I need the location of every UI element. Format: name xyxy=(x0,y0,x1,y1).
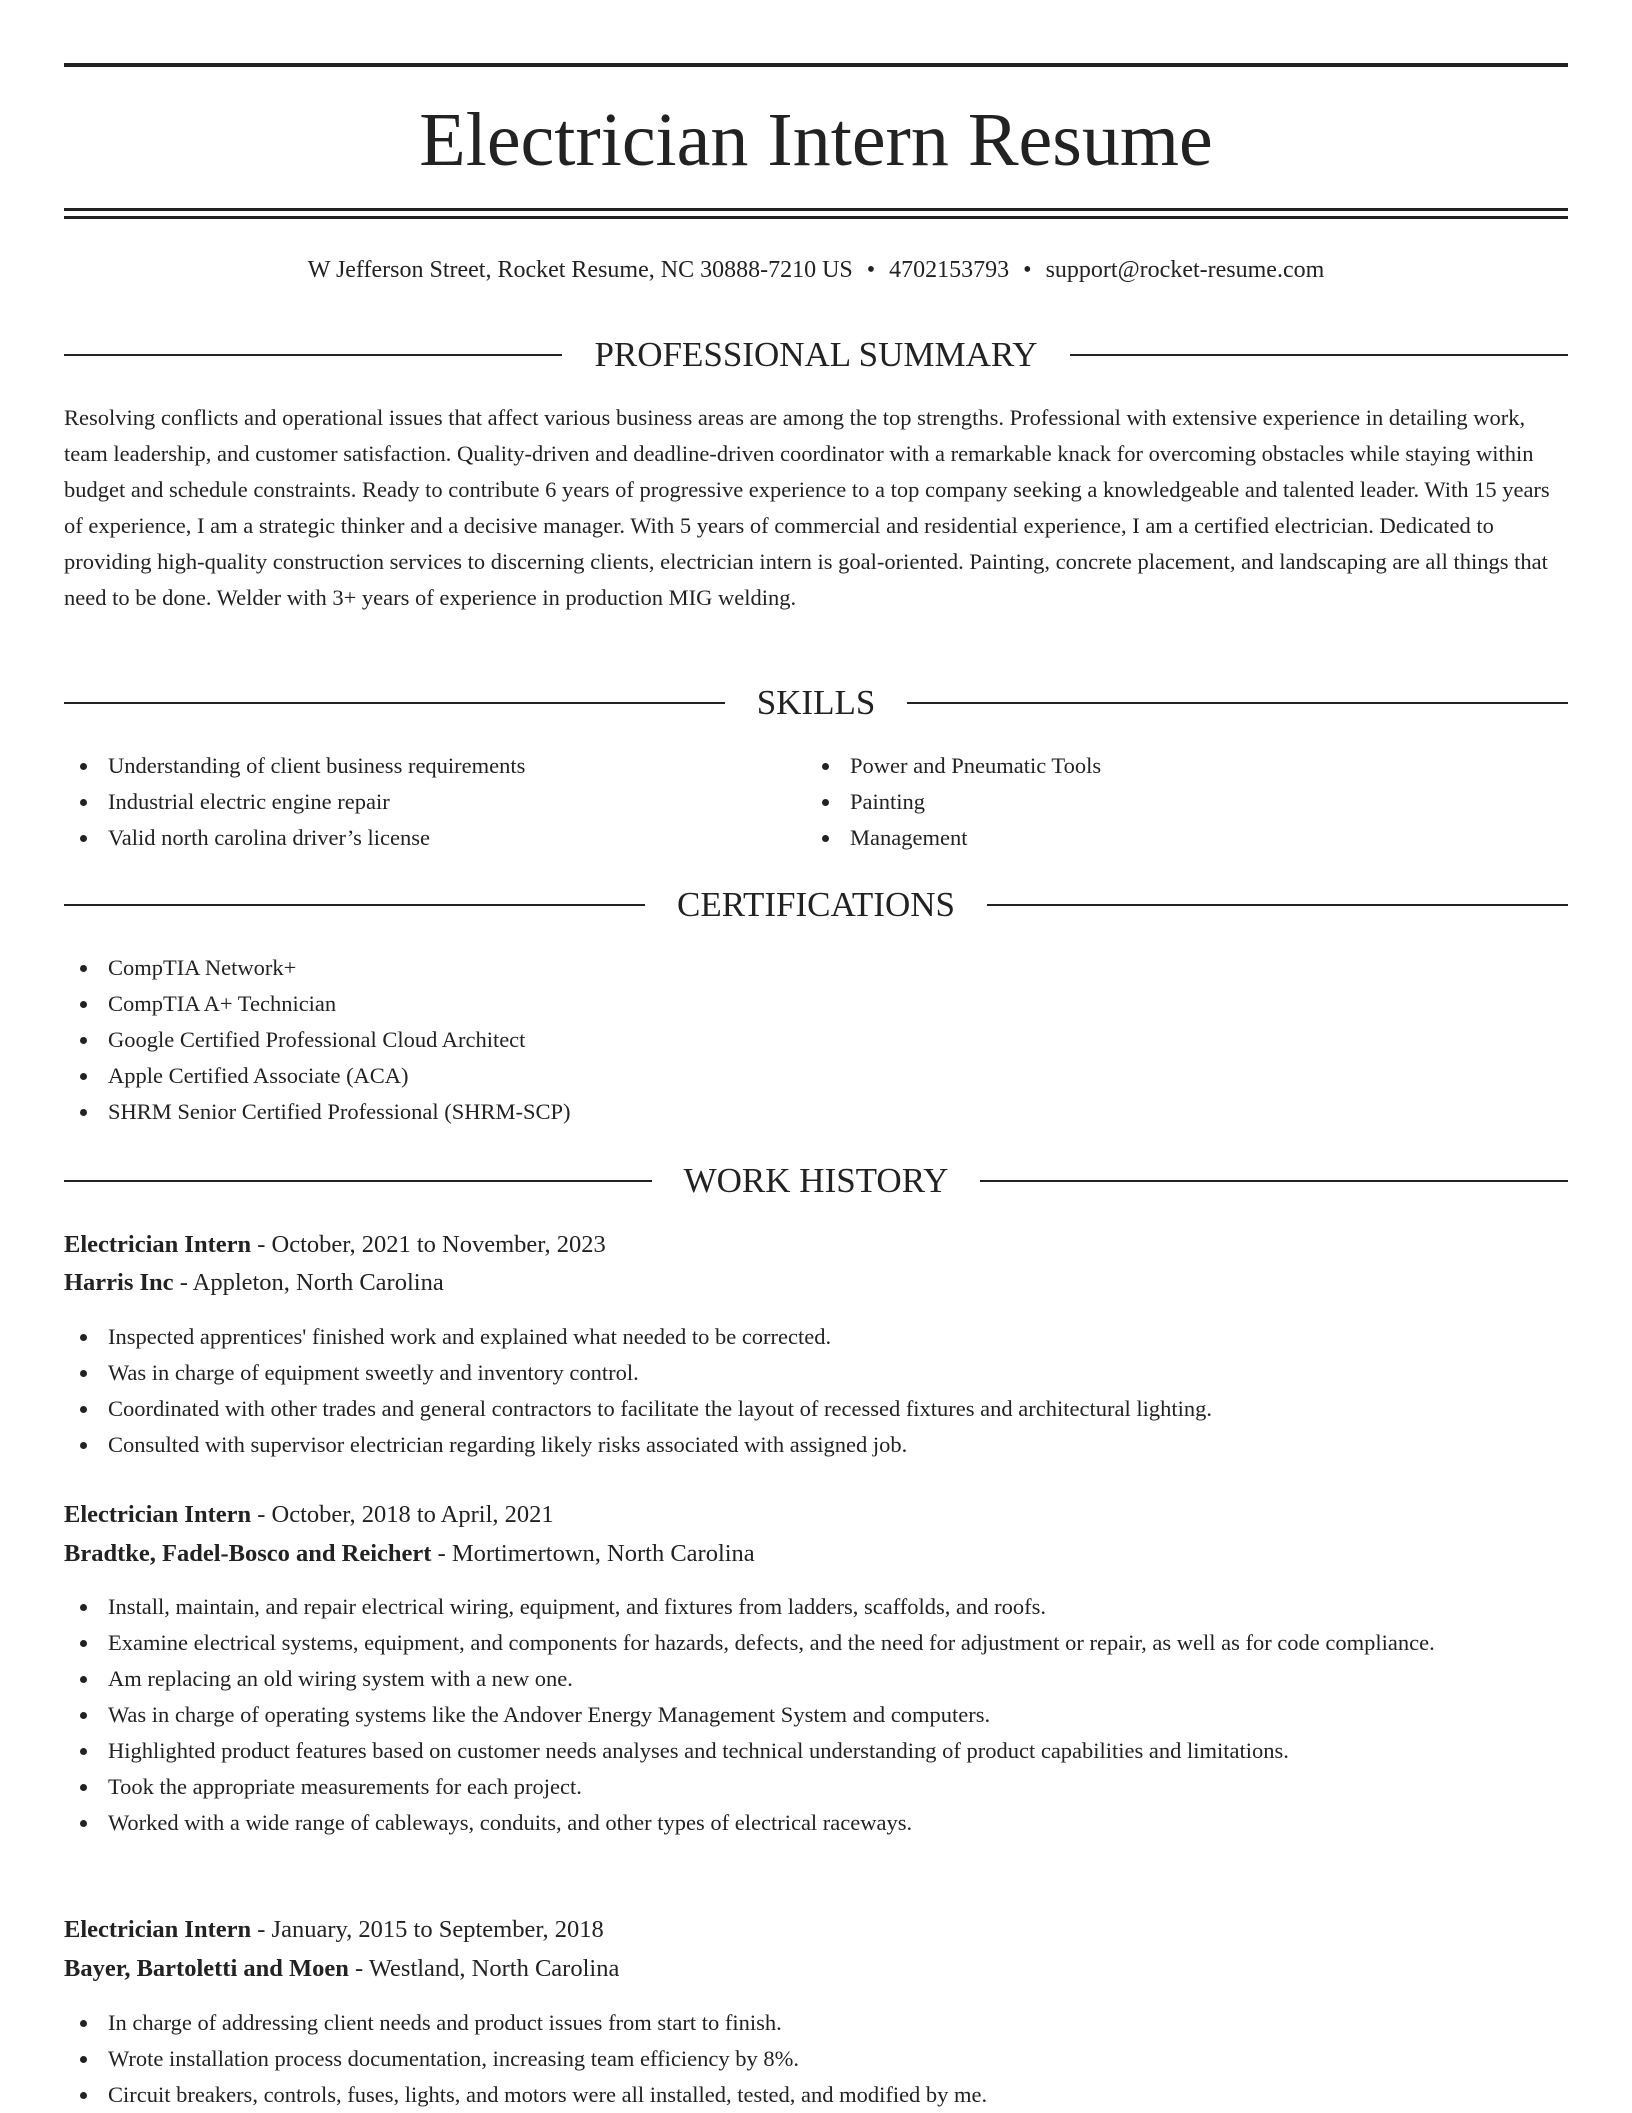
certification-item: Google Certified Professional Cloud Architect xyxy=(64,1022,1568,1058)
skill-item: Understanding of client business requirements xyxy=(64,748,804,784)
summary-heading xyxy=(64,335,1568,375)
job-duty: Circuit breakers, controls, fuses, lights, and motors were all installed, tested, and modified by me. xyxy=(64,2077,1568,2113)
skill-item: Painting xyxy=(806,784,1546,820)
job-duty: Am replacing an old wiring system with a new one. xyxy=(64,1661,1568,1697)
summary-text: Resolving conflicts and operational issues that affect various business areas are among the top strengths. Professional with extensive experience in detailing work, team leadership, and customer satisfaction. Quality-driven and deadline-driven coordinator with a remarkable knack for overcoming obstacles while staying within budget and schedule constraints. Ready to contribute 6 years of progressive experience to a top company seeking a knowledgeable and talented leader. With 15 years of experience, I am a strategic thinker and a decisive manager. With 5 years of commercial and residential experience, I am a certified electrician. Dedicated to providing high-quality construction services to discerning clients, electrician intern is goal-oriented. Painting, concrete placement, and landscaping are all things that need to be done. Welder with 3+ years of experience in production MIG welding. xyxy=(64,405,1550,610)
skill-item: Power and Pneumatic Tools xyxy=(806,748,1546,784)
job-location: Westland, North Carolina xyxy=(368,1955,620,1982)
skill-item: Valid north carolina driver’s license xyxy=(64,820,804,856)
job-duty: Coordinated with other trades and general contractors to facilitate the layout of recessed fixtures and architectural lighting. xyxy=(64,1391,1568,1427)
job-location: Appleton, North Carolina xyxy=(192,1269,444,1296)
skills-list-left xyxy=(64,748,804,856)
resume-title: Electrician Intern Resume xyxy=(419,98,1213,182)
job-dates: January, 2015 to September, 2018 xyxy=(271,1916,604,1943)
job-title-line: Electrician Intern - January, 2015 to September, 2018 xyxy=(64,1916,604,1943)
skill-item: Management xyxy=(806,820,1546,856)
job-duty: Wrote installation process documentation, increasing team efficiency by 8%. xyxy=(64,2041,1568,2077)
job-dates: October, 2021 to November, 2023 xyxy=(271,1231,606,1258)
skills-heading xyxy=(64,683,1568,723)
job-duty: Worked with a wide range of cableways, conduits, and other types of electrical raceways. xyxy=(64,1805,1568,1841)
certifications-list xyxy=(64,950,1568,1130)
contact-phone: 4702153793 xyxy=(889,257,1010,283)
job-title: Electrician Intern xyxy=(64,1916,252,1943)
title-rule-lower xyxy=(64,216,1568,219)
certification-item: SHRM Senior Certified Professional (SHRM-SCP) xyxy=(64,1094,1568,1130)
skills-heading-label: SKILLS xyxy=(756,683,876,722)
summary-heading-label: PROFESSIONAL SUMMARY xyxy=(594,335,1038,374)
heading-rule-right xyxy=(907,702,1568,704)
job-company: Bradtke, Fadel-Bosco and Reichert xyxy=(64,1540,432,1567)
contact-line xyxy=(64,255,1568,285)
work-history-heading-label: WORK HISTORY xyxy=(683,1161,949,1200)
job-title: Electrician Intern xyxy=(64,1501,252,1528)
heading-rule-left xyxy=(64,904,645,906)
top-rule xyxy=(64,63,1568,67)
heading-rule-right xyxy=(987,904,1568,906)
job-title-line: Electrician Intern - October, 2018 to April, 2021 xyxy=(64,1501,554,1528)
skills-list-right xyxy=(806,748,1546,856)
job-duty: Consulted with supervisor electrician regarding likely risks associated with assigned job. xyxy=(64,1427,1568,1463)
heading-rule-left xyxy=(64,354,562,356)
job-company: Bayer, Bartoletti and Moen xyxy=(64,1955,349,1982)
job-duty: Took the appropriate measurements for each project. xyxy=(64,1769,1568,1805)
heading-rule-right xyxy=(1070,354,1568,356)
job-duty: Was in charge of equipment sweetly and inventory control. xyxy=(64,1355,1568,1391)
job-duties-list xyxy=(64,1589,1568,1841)
work-history-heading xyxy=(64,1161,1568,1201)
job-duty: Was in charge of operating systems like the Andover Energy Management System and computers. xyxy=(64,1697,1568,1733)
certification-item: Apple Certified Associate (ACA) xyxy=(64,1058,1568,1094)
certifications-heading-label: CERTIFICATIONS xyxy=(677,885,955,924)
job-title: Electrician Intern xyxy=(64,1231,252,1258)
job-company-line: Bayer, Bartoletti and Moen - Westland, North Carolina xyxy=(64,1955,620,1982)
job-duties-list xyxy=(64,1319,1568,1463)
job-company-line: Bradtke, Fadel-Bosco and Reichert - Mortimertown, North Carolina xyxy=(64,1540,755,1567)
job-duty: In charge of addressing client needs and product issues from start to finish. xyxy=(64,2005,1568,2041)
job-duty: Examine electrical systems, equipment, and components for hazards, defects, and the need for adjustment or repair, as well as for code compliance. xyxy=(64,1625,1568,1661)
job-title-line: Electrician Intern - October, 2021 to November, 2023 xyxy=(64,1231,606,1258)
certification-item: CompTIA Network+ xyxy=(64,950,1568,986)
job-company-line: Harris Inc - Appleton, North Carolina xyxy=(64,1269,444,1296)
certification-item: CompTIA A+ Technician xyxy=(64,986,1568,1022)
contact-email[interactable]: support@rocket-resume.com xyxy=(1045,257,1325,283)
skill-item: Industrial electric engine repair xyxy=(64,784,804,820)
heading-rule-right xyxy=(980,1180,1568,1182)
job-duties-list xyxy=(64,2005,1568,2113)
job-company: Harris Inc xyxy=(64,1269,174,1296)
contact-address: W Jefferson Street, Rocket Resume, NC 30888-7210 US xyxy=(307,257,853,283)
heading-rule-left xyxy=(64,1180,652,1182)
contact-separator: • xyxy=(1023,257,1032,283)
contact-separator: • xyxy=(866,257,876,283)
title-rule-upper xyxy=(64,208,1568,211)
job-duty: Highlighted product features based on customer needs analyses and technical understanding of product capabilities and limitations. xyxy=(64,1733,1568,1769)
job-dates: October, 2018 to April, 2021 xyxy=(271,1501,554,1528)
job-location: Mortimertown, North Carolina xyxy=(451,1540,755,1567)
certifications-heading xyxy=(64,885,1568,925)
heading-rule-left xyxy=(64,702,725,704)
job-duty: Inspected apprentices' finished work and explained what needed to be corrected. xyxy=(64,1319,1568,1355)
job-duty: Install, maintain, and repair electrical wiring, equipment, and fixtures from ladders, scaffolds, and roofs. xyxy=(64,1589,1568,1625)
